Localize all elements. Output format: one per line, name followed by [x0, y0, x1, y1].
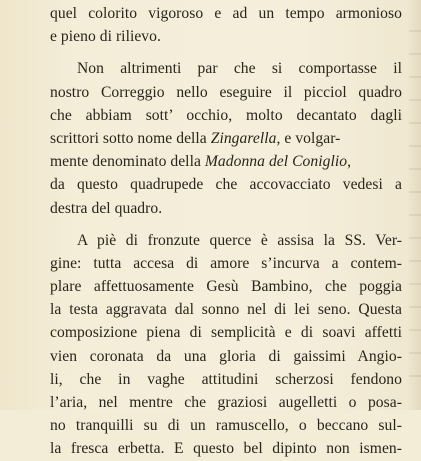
text-run: , e volgar- [276, 129, 341, 147]
paragraph [50, 229, 402, 461]
text-line: la testa aggravata dal sonno nel di lei seno. Questa [50, 301, 402, 319]
italic-title: Zingarella [210, 129, 277, 147]
italic-title: Madonna del Coniglio [204, 153, 348, 171]
text-line: e pieno di rilievo. [50, 28, 161, 46]
text-line: li, che in vaghe attitudini scherzosi fendono [50, 370, 402, 388]
text-line: da questo quadrupede che accovacciato vedesi a [50, 176, 402, 194]
page-text [50, 2, 402, 461]
text-line [50, 127, 402, 150]
text-line: gine: tutta accesa di amore s’incurva a contem- [50, 254, 402, 272]
text-line: vien coronata da una gloria di gaissimi Angio- [50, 347, 402, 365]
text-line: la fresca erbetta. E questo bel dipinto non ismen- [50, 440, 402, 458]
text-line: l’aria, nel mentre che graziosi augelletti o posa- [50, 394, 402, 411]
text-line: Non altrimenti par che si comportasse il [77, 60, 402, 78]
text-run: mente denominato della [50, 153, 205, 171]
paragraph-gap [50, 220, 402, 229]
text-line: nostro Correggio nello eseguire il picciol quadro [50, 83, 402, 101]
paragraph [50, 57, 402, 219]
text-line: che abbiam sott’ occhio, molto decantato dagli [50, 106, 402, 124]
text-run: , [347, 153, 352, 171]
bleed-through-text [409, 30, 421, 390]
paragraph-gap [50, 48, 402, 57]
text-line: destra del quadro. [50, 199, 163, 217]
text-line [50, 150, 402, 173]
paragraph [50, 2, 402, 48]
text-line: plare affettuosamente Gesù Bambino, che poggia [50, 278, 402, 296]
text-line: quel colorito vigoroso e ad un tempo armonioso [50, 5, 402, 22]
text-run: scrittori sotto nome della [50, 129, 211, 147]
text-line: no tranquilli su di un ramuscello, o beccano sul- [50, 417, 402, 435]
text-line: composizione piena di semplicità e di soavi affetti [50, 324, 402, 342]
text-line: A piè di fronzute querce è assisa la SS. Ver- [77, 231, 402, 249]
